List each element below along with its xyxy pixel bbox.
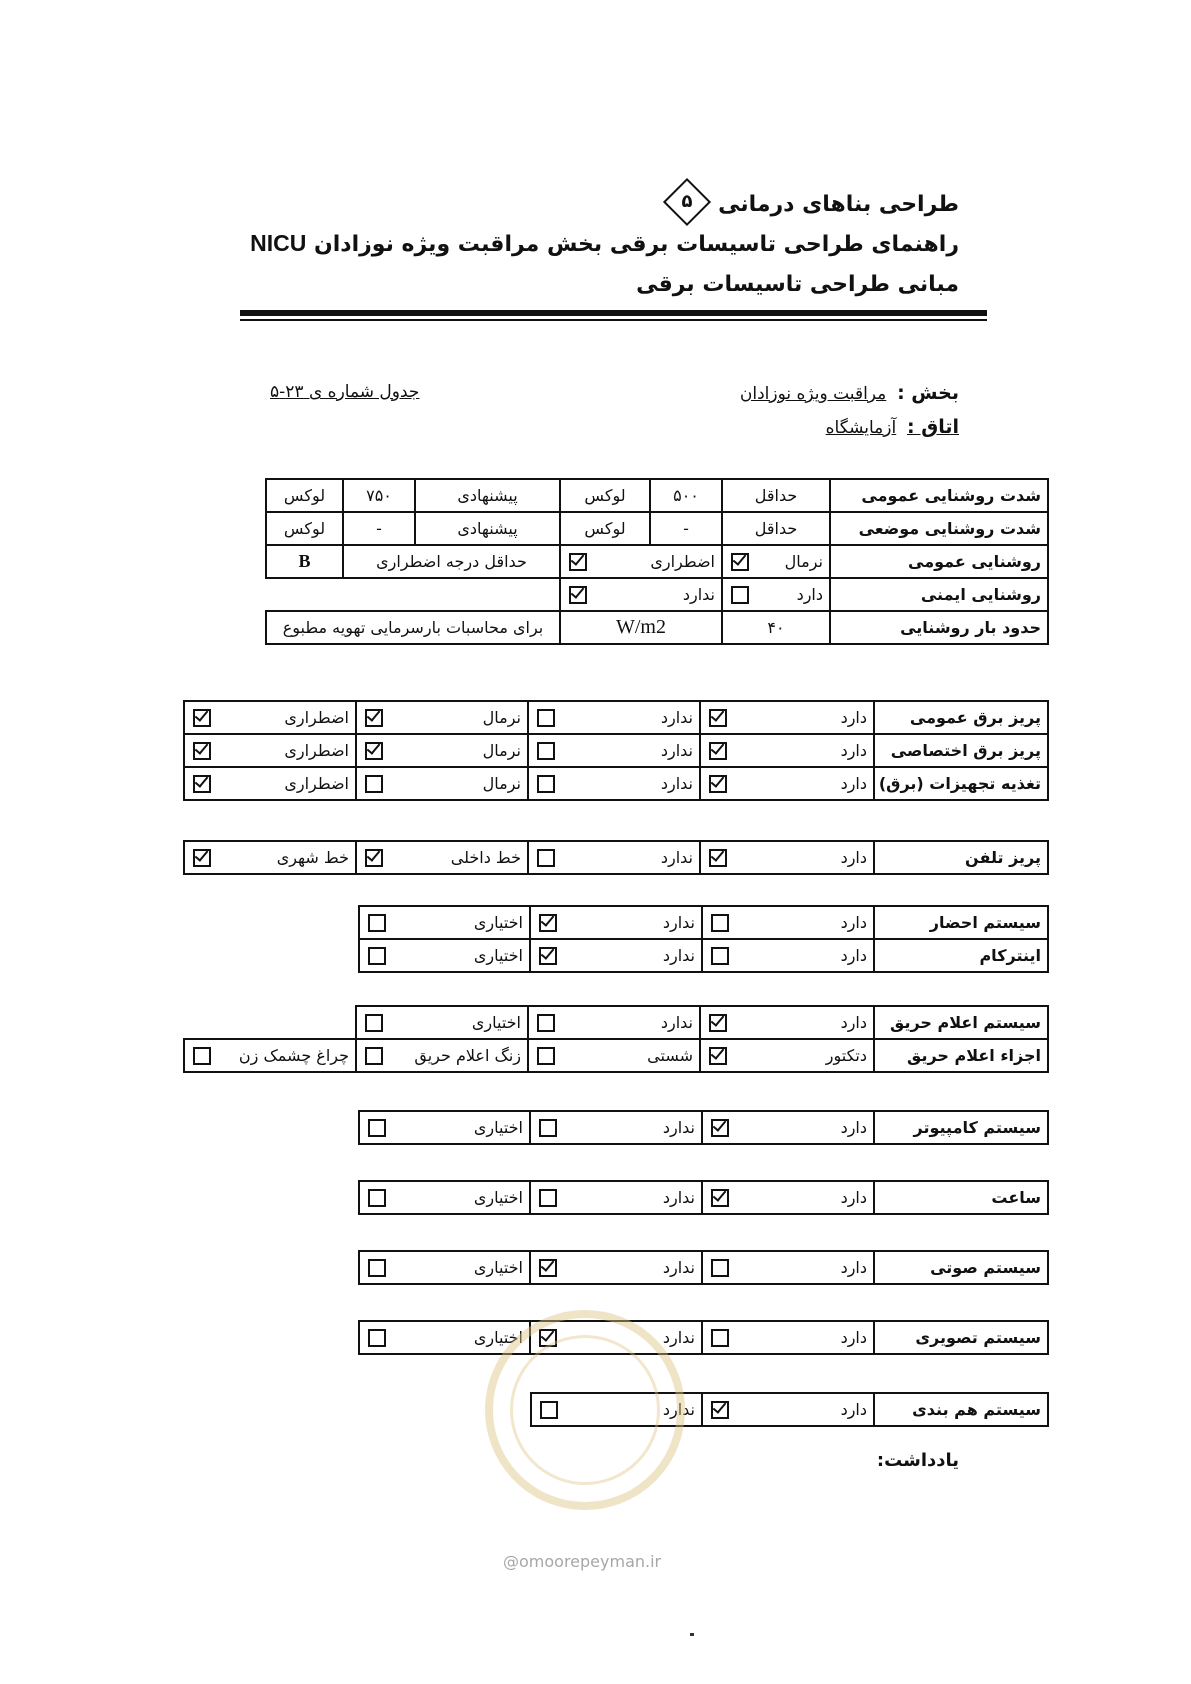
checkbox-empty-icon[interactable] bbox=[711, 914, 729, 932]
lighting-table: شدت روشنایی عمومی حداقل ۵۰۰ لوکس پیشنهادی ۷۵۰ لوکس شدت روشنایی موضعی حداقل - لوکس پیشنهادی - لوکس روشنایی عمومی نرمال اضطراری حداقل درجه اضطراری B روشنایی ایمنی دارد ندارد حدود بار روشنایی ۴۰ W/m2 برای محاسبات بارسرمایی تهویه مطبوع bbox=[265, 478, 1049, 645]
video-table: سیستم تصویری دارد ندارد اختیاری bbox=[358, 1320, 1049, 1355]
power-table: پریز برق عمومی دارد ندارد نرمال اضطراری پریز برق اختصاصی دارد ندارد نرمال اضطراری تغذیه تجهیزات (برق) دارد ندارد نرمال اضطراری bbox=[183, 700, 1049, 801]
checkbox-checked-icon[interactable] bbox=[193, 775, 211, 793]
checkbox-empty-icon[interactable] bbox=[365, 1047, 383, 1065]
computer-table: سیستم کامپیوتر دارد ندارد اختیاری bbox=[358, 1110, 1049, 1145]
bonding-table: سیستم هم بندی دارد ندارد bbox=[530, 1392, 1049, 1427]
clock-table: ساعت دارد ندارد اختیاری bbox=[358, 1180, 1049, 1215]
checkbox-checked-icon[interactable] bbox=[365, 849, 383, 867]
checkbox-empty-icon[interactable] bbox=[368, 1119, 386, 1137]
checkbox-checked-icon[interactable] bbox=[539, 1259, 557, 1277]
checkbox-checked-icon[interactable] bbox=[569, 586, 587, 604]
header-rule bbox=[240, 310, 987, 316]
room-info: اتاق : آزمایشگاه bbox=[825, 416, 959, 438]
header-rule-thin bbox=[240, 319, 987, 321]
emergency-option: اضطراری bbox=[560, 545, 722, 578]
checkbox-checked-icon[interactable] bbox=[709, 775, 727, 793]
checkbox-empty-icon[interactable] bbox=[193, 1047, 211, 1065]
checkbox-checked-icon[interactable] bbox=[365, 742, 383, 760]
checkbox-empty-icon[interactable] bbox=[537, 1047, 555, 1065]
checkbox-empty-icon[interactable] bbox=[368, 1329, 386, 1347]
normal-option: نرمال bbox=[722, 545, 830, 578]
note-label: یادداشت: bbox=[876, 1450, 959, 1471]
checkbox-checked-icon[interactable] bbox=[709, 742, 727, 760]
checkbox-empty-icon[interactable] bbox=[365, 1014, 383, 1032]
watermark-text: @omoorepeyman.ir bbox=[503, 1552, 662, 1571]
checkbox-empty-icon[interactable] bbox=[368, 914, 386, 932]
checkbox-checked-icon[interactable] bbox=[709, 849, 727, 867]
checkbox-empty-icon[interactable] bbox=[537, 742, 555, 760]
checkbox-empty-icon[interactable] bbox=[537, 709, 555, 727]
checkbox-checked-icon[interactable] bbox=[569, 553, 587, 571]
checkbox-empty-icon[interactable] bbox=[537, 849, 555, 867]
checkbox-empty-icon[interactable] bbox=[537, 775, 555, 793]
doc-title-line1 bbox=[664, 188, 959, 222]
table-number: جدول شماره ی ۲۳-۵ bbox=[270, 382, 420, 402]
checkbox-empty-icon[interactable] bbox=[711, 1329, 729, 1347]
call-table: سیستم احضار دارد ندارد اختیاری اینترکام دارد ندارد اختیاری bbox=[358, 905, 1049, 973]
doc-title-line3: مبانی طراحی تاسیسات برقی bbox=[636, 272, 959, 297]
section-info: بخش : مراقبت ویژه نوزادان bbox=[739, 382, 959, 404]
checkbox-empty-icon[interactable] bbox=[365, 775, 383, 793]
checkbox-checked-icon[interactable] bbox=[709, 709, 727, 727]
checkbox-empty-icon[interactable] bbox=[537, 1014, 555, 1032]
checkbox-empty-icon[interactable] bbox=[368, 1259, 386, 1277]
phone-table: پریز تلفن دارد ندارد خط داخلی خط شهری bbox=[183, 840, 1049, 875]
checkbox-checked-icon[interactable] bbox=[539, 947, 557, 965]
watermark-logo-inner bbox=[510, 1335, 660, 1485]
checkbox-empty-icon[interactable] bbox=[539, 1119, 557, 1137]
checkbox-empty-icon[interactable] bbox=[368, 947, 386, 965]
checkbox-empty-icon[interactable] bbox=[731, 586, 749, 604]
checkbox-checked-icon[interactable] bbox=[193, 742, 211, 760]
checkbox-empty-icon[interactable] bbox=[711, 947, 729, 965]
checkbox-checked-icon[interactable] bbox=[193, 709, 211, 727]
checkbox-checked-icon[interactable] bbox=[711, 1189, 729, 1207]
checkbox-checked-icon[interactable] bbox=[709, 1014, 727, 1032]
checkbox-checked-icon[interactable] bbox=[193, 849, 211, 867]
checkbox-empty-icon[interactable] bbox=[368, 1189, 386, 1207]
fire-table: سیستم اعلام حریق دارد ندارد اختیاری اجزاء اعلام حریق دتکتور شستی زنگ اعلام حریق چراغ چشمک زن bbox=[183, 1005, 1049, 1073]
checkbox-checked-icon[interactable] bbox=[709, 1047, 727, 1065]
checkbox-checked-icon[interactable] bbox=[365, 709, 383, 727]
title-text: طراحی بناهای درمانی bbox=[718, 192, 959, 217]
audio-table: سیستم صوتی دارد ندارد اختیاری bbox=[358, 1250, 1049, 1285]
checkbox-empty-icon[interactable] bbox=[711, 1259, 729, 1277]
checkbox-checked-icon[interactable] bbox=[539, 914, 557, 932]
checkbox-checked-icon[interactable] bbox=[711, 1401, 729, 1419]
page-mark bbox=[690, 1633, 694, 1636]
checkbox-checked-icon[interactable] bbox=[711, 1119, 729, 1137]
doc-title-line2: راهنمای طراحی تاسیسات برقی بخش مراقبت ویژه نوزادان NICU bbox=[250, 230, 959, 257]
checkbox-checked-icon[interactable] bbox=[731, 553, 749, 571]
checkbox-empty-icon[interactable] bbox=[539, 1189, 557, 1207]
chapter-badge: ۵ bbox=[663, 178, 711, 226]
